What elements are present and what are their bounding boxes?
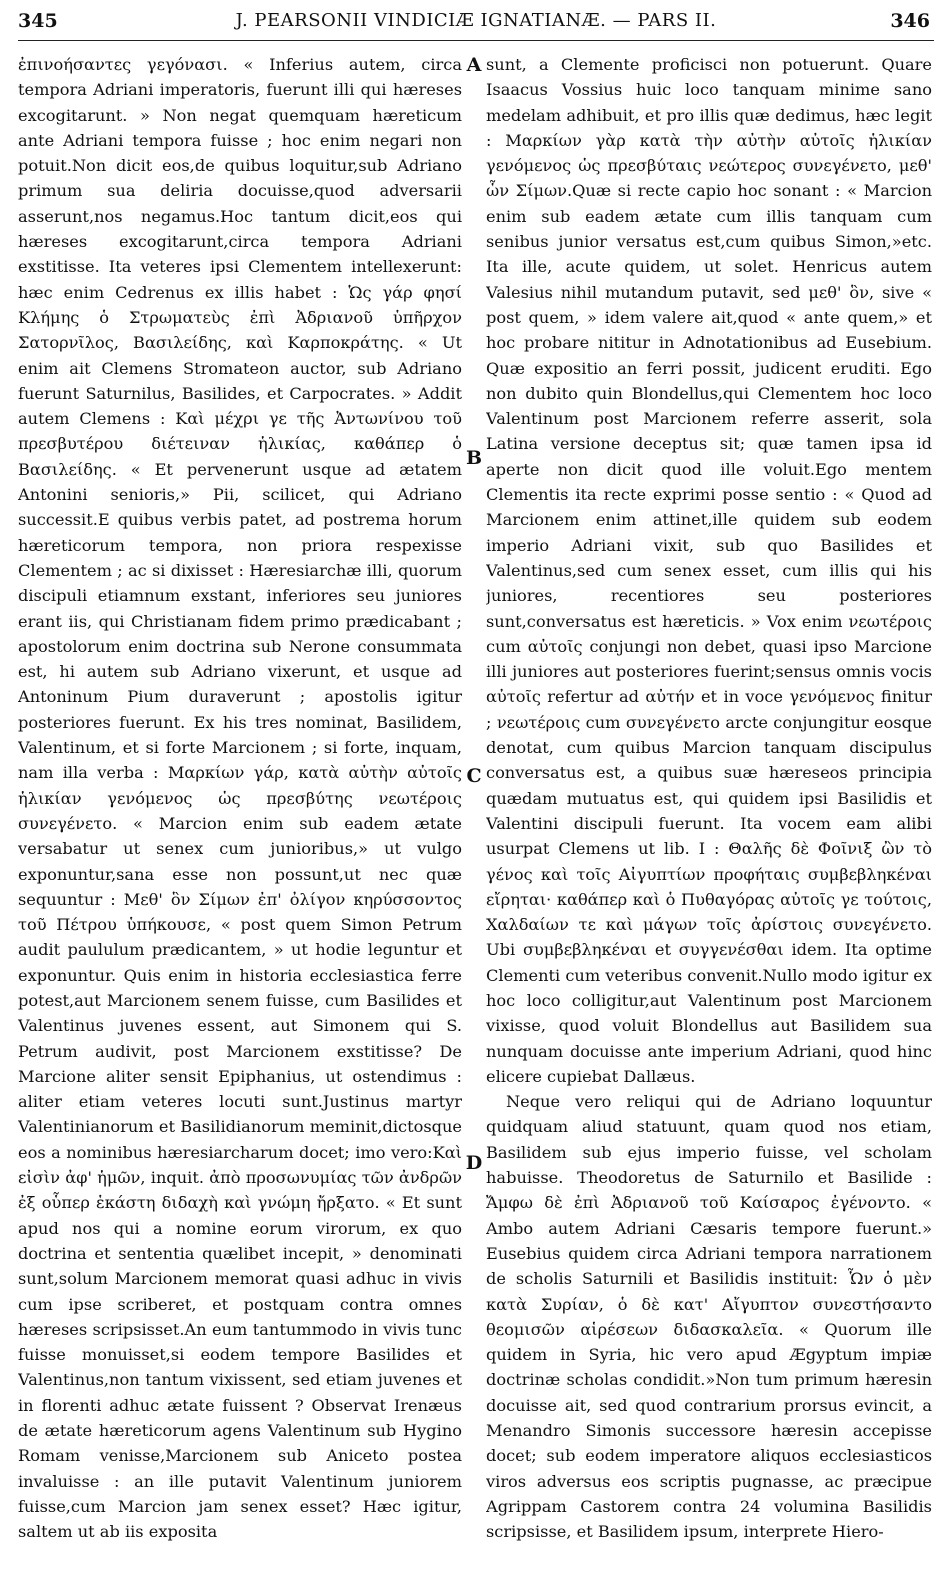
left-column — [18, 52, 462, 1560]
running-title: J. PEARSONII VINDICIÆ IGNATIANÆ. — PARS II. — [235, 10, 717, 31]
page-number-left: 345 — [18, 10, 58, 32]
page-number-right: 346 — [890, 10, 930, 32]
right-paragraph-1: sunt, a Clemente proficisci non potuerunt. Quare Isaacus Vossius huic loco tanquam minime sano medelam adhibuit, et pro illis quæ dedimus, hæc legit : Μαρκίων γὰρ κατὰ τὴν αὐτὴν αὐτοῖς ἡλικίαν γενόμενος ὡς πρεσβύταις νεώτερος συνεγένετο, μεθ' ὧν Σίμων.Quæ si recte capio hoc sonant : « Marcion enim sub eadem ætate cum illis tanquam cum senibus junior versatus est,cum quibus Simon,»etc. Ita ille, acute quidem, ut solet. Henricus autem Valesius nihil mutandum putavit, sed μεθ' ὃν, sive « post quem, » idem valere ait,quod « ante quem,» et hoc probare nititur in Adnotationibus ad Eusebium. Quæ expositio an ferri possit, judicent eruditi. Ego non dubito quin Blondellus,qui Clementem hoc loco Valentinum post Marcionem referre asserit, sola Latina versione deceptus sit; quæ tamen ipsa id aperte non dicit quod ille voluit.Ego mentem Clementis ita recte exprimi posse sentio : « Quod ad Marcionem enim attinet,ille quidem sub eodem imperio Adriani vixit, sub quo Basilides et Valentinus,sed cum senex esset, cum illis qui his juniores, recentiores seu posteriores sunt,conversatus est hæreticis. » Vox enim νεωτέροις cum αὐτοῖς conjungi non debet, quasi ipso Marcione illi juniores aut posteriores fuerint;sensus omnis vocis αὐτοῖς refertur ad αὐτήν et in voce γενόμενος finitur ; νεωτέροις cum συνεγένετο arcte conjungitur eosque denotat, cum quibus Marcion tanquam discipulus conversatus est, a quibus suæ hæreseos principia quædam mutuatus est, qui quidem ipsi Basilidis et Valentini discipuli fuerunt. Ita vocem eam alibi usurpat Clemens ut lib. I : Θαλῆς δὲ Φοῖνιξ ὢν τὸ γένος καὶ τοῖς Αἰγυπτίων προφήταις συμβεβληκέναι εἴρηται· καθάπερ καὶ ὁ Πυθαγόρας αὐτοῖς γε τούτοις, Χαλδαίων τε καὶ μάγων τοῖς ἀρίστοις συνεγένετο. Ubi συμβεβληκέναι et συγγενέσθαι idem. Ita optime Clementi cum veteribus convenit.Nullo modo igitur ex hoc loco colligitur,aut Valentinum post Marcionem vixisse, quod voluit Blondellus aut Basilidem sua nunquam docuisse ante imperium Adriani, quod hinc elicere cupiebat Dallæus. — [486, 55, 932, 1086]
page-header — [18, 6, 934, 41]
left-column-text: ἐπινοήσαντες γεγόνασι. « Inferius autem, circa tempora Adriani imperatoris, fuerunt illi qui hæreses excogitarunt. » Non negat quemquam hæreticum ante Adriani tempora fuisse ; hoc enim negari non potuit.Non dicit eos,de quibus loquitur,sub Adriano primum sua deliria docuisse,quod adversarii asserunt,nos negamus.Hoc tantum dicit,eos qui hæreses excogitarunt,circa tempora Adriani exstitisse. Ita veteres ipsi Clementem intellexerunt: hæc enim Cedrenus ex illis habet : Ὡς γάρ φησί Κλήμης ὁ Στρωματεὺς ἐπὶ Ἀδριανοῦ ὑπῆρχον Σατορνῖλος, Βασιλείδης, καὶ Καρποκράτης. « Ut enim ait Clemens Stromateon auctor, sub Adriano fuerunt Saturnilus, Basilides, et Carpocrates. » Addit autem Clemens : Καὶ μέχρι γε τῆς Ἀντωνίνου τοῦ πρεσβυτέρου διέτειναν ἡλικίας, καθάπερ ὁ Βασιλείδης. « Et pervenerunt usque ad ætatem Antonini senioris,» Pii, scilicet, qui Adriano successit.E quibus verbis patet, ad postrema horum hæreticorum tempora, non priora respexisse Clementem ; ac si dixisset : Hæresiarchæ illi, quorum discipuli etiamnum exstant, inferiores seu juniores erant iis, qui Christianam fidem primo prædicabant ; apostolorum enim doctrina sub Nerone consummata est, hi autem sub Adriano vixerunt, et usque ad Antoninum Pium duraverunt ; apostolis igitur posteriores fuerunt. Ex his tres nominat, Basilidem, Valentinum, et si forte Marcionem ; si forte, inquam, nam illa verba : Μαρκίων γάρ, κατὰ αὐτὴν αὐτοῖς ἡλικίαν γενόμενος ὡς πρεσβύτης νεωτέροις συνεγένετο. « Marcion enim sub eadem ætate versabatur ut senex cum junioribus,» ut vulgo exponuntur,sana esse non possunt,ut nec quæ sequuntur : Μεθ' ὃν Σίμων ἐπ' ὀλίγον κηρύσσοντος τοῦ Πέτρου ὑπήκουσε, « post quem Simon Petrum audit paululum prædicantem, » ut hodie leguntur et exponuntur. Quis enim in historia ecclesiastica ferre potest,aut Marcionem senem fuisse, cum Basilides et Valentinus juvenes essent, aut Simonem qui S. Petrum audivit, post Marcionem exstitisse? De Marcione aliter sensit Epiphanius, ut ostendimus : aliter etiam veteres locuti sunt.Justinus martyr Valentinianorum et Basilidianorum meminit,dictosque eos a nominibus hæresiarcharum docet; imo vero:Καὶ εἰσὶν ἀφ' ἡμῶν, inquit. ἀπὸ προσωνυμίας τῶν ἀνδρῶν ἐξ οὗπερ ἑκάστη διδαχὴ καὶ γνώμη ἤρξατο. « Et sunt apud nos qui a nomine eorum virorum, ex quo doctrina et sententia quælibet incepit, » denominati sunt,solum Marcionem memorat quasi adhuc in vivis cum ipse scriberet, et postquam contra omnes hæreses scripsisset.An eum tantummodo in vivis tunc fuisse monuisset,si eodem tempore Basilides et Valentinus,non tantum vixissent, sed etiam juvenes et in florenti adhuc ætate fuissent ? Observat Irenæus de ætate hæreticorum agens Valentinum sub Hygino Romam venisse,Marcionem sub Aniceto postea invaluisse : an ille putavit Valentinum juniorem fuisse,cum Marcion jam senex esset? Hæc igitur, saltem ut ab iis exposita — [18, 55, 462, 1542]
right-paragraph-2: Neque vero reliqui qui de Adriano loquuntur quidquam aliud statuunt, quam quod nos etiam, Basilidem sub ejus imperio fuisse, vel scholam habuisse. Theodoretus de Saturnilo et Basilide : Ἄμφω δὲ ἐπὶ Ἀδριανοῦ τοῦ Καίσαρος ἐγένοντο. « Ambo autem Adriani Cæsaris tempore fuerunt.» Eusebius quidem circa Adriani tempora narrationem de scholis Saturnili et Basilidis instituit: Ὧν ὁ μὲν κατὰ Συρίαν, ὁ δὲ κατ' Αἴγυπτον συνεστήσαντο θεομισῶν αἱρέσεων διδασκαλεῖα. « Quorum ille quidem in Syria, hic vero apud Ægyptum impiæ doctrinæ scholas condidit.»Non tum primum hæresin docuisse ait, sed quod contrarium prorsus evincit, a Menandro Simonis successore hæresin accepisse docet; sub eodem imperatore aliquos ecclesiasticos viros adversus eos scriptis pugnasse, ac præcipue Agrippam Castorem contra 24 volumina Basilidis scripsisse, et Basilidem ipsum, interprete Hiero- — [486, 1092, 932, 1542]
section-marker-c: C — [466, 765, 482, 787]
section-marker-b: B — [465, 447, 483, 469]
section-marker-d: D — [465, 1152, 483, 1174]
section-marker-a: A — [466, 54, 482, 76]
right-column — [486, 52, 932, 1560]
